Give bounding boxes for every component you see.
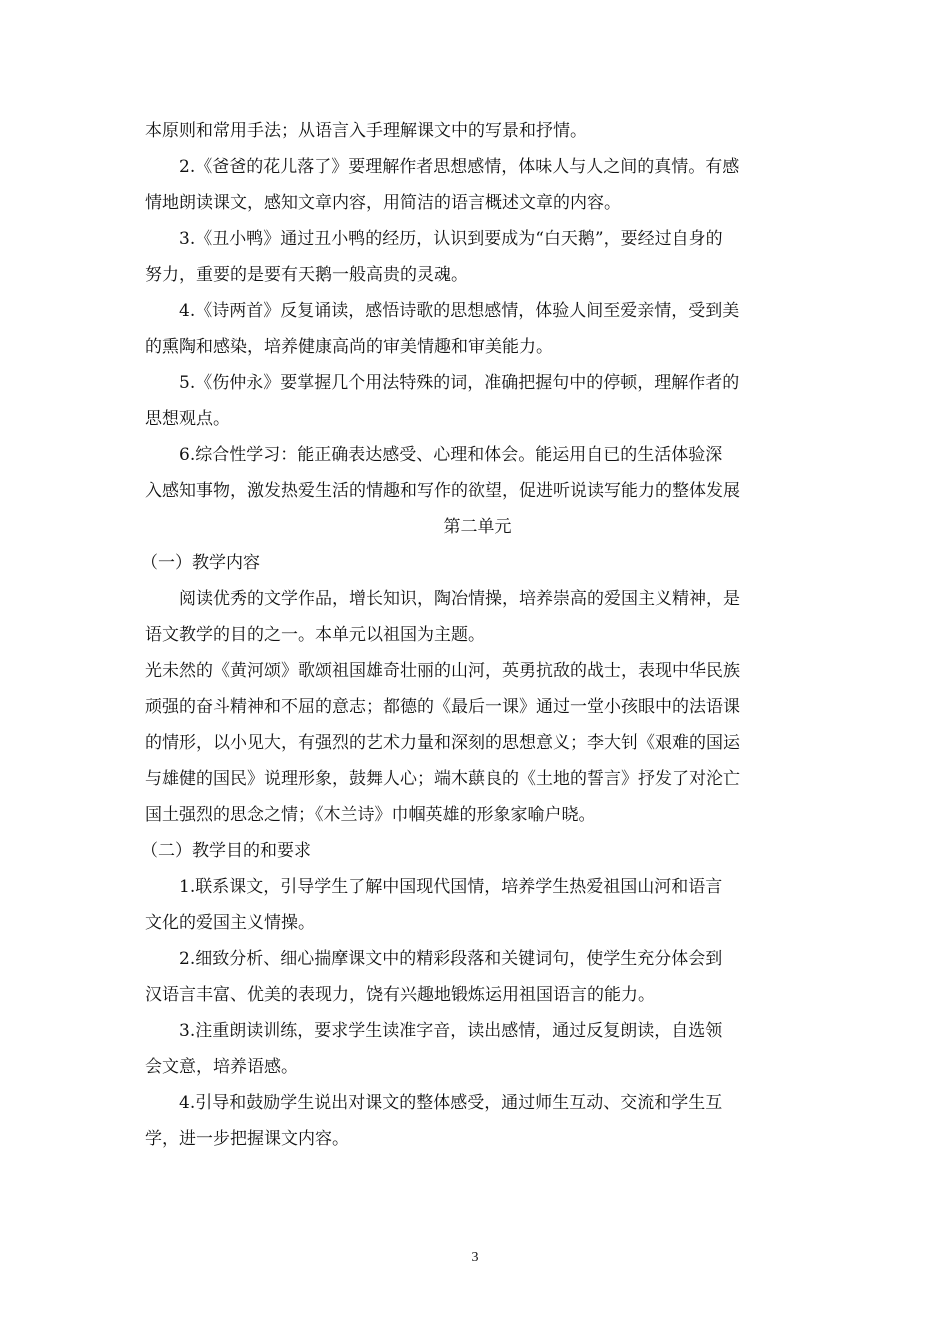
text-line: 努力，重要的是要有天鹅一般高贵的灵魂。 bbox=[145, 265, 468, 285]
text-line: 学，进一步把握课文内容。 bbox=[145, 1129, 349, 1149]
section-heading: 第二单元 bbox=[443, 517, 512, 537]
subsection-heading: （一）教学内容 bbox=[141, 553, 260, 573]
text-line: 6.综合性学习：能正确表达感受、心理和体会。能运用自已的生活体验深 bbox=[179, 445, 723, 465]
text-line: 5.《伤仲永》要掌握几个用法特殊的词，准确把握句中的停顿，理解作者的 bbox=[179, 373, 740, 393]
document-body bbox=[141, 113, 810, 1157]
text-line: 的情形，以小见大，有强烈的艺术力量和深刻的思想意义；李大钊《艰难的国运 bbox=[145, 733, 740, 753]
text-line: 4.引导和鼓励学生说出对课文的整体感受，通过师生互动、交流和学生互 bbox=[179, 1093, 723, 1113]
text-line: 本原则和常用手法；从语言入手理解课文中的写景和抒情。 bbox=[145, 121, 587, 141]
text-line: 光未然的《黄河颂》歌颂祖国雄奇壮丽的山河，英勇抗敌的战士，表现中华民族 bbox=[145, 661, 740, 681]
text-line: 入感知事物，激发热爱生活的情趣和写作的欲望，促进听说读写能力的整体发展 bbox=[145, 481, 740, 501]
page-number: 3 bbox=[471, 1250, 479, 1265]
text-line: 3.注重朗读训练，要求学生读准字音，读出感情，通过反复朗读，自选领 bbox=[179, 1021, 723, 1041]
text-line: 阅读优秀的文学作品，增长知识，陶冶情操，培养崇高的爱国主义精神，是 bbox=[179, 589, 740, 609]
text-line: 2.细致分析、细心揣摩课文中的精彩段落和关键词句，使学生充分体会到 bbox=[179, 949, 723, 969]
text-line: 文化的爱国主义情操。 bbox=[145, 913, 315, 933]
text-line: 语文教学的目的之一。本单元以祖国为主题。 bbox=[145, 625, 485, 645]
text-line: 的熏陶和感染，培养健康高尚的审美情趣和审美能力。 bbox=[145, 337, 553, 357]
text-line: 3.《丑小鸭》通过丑小鸭的经历，认识到要成为“白天鹅”，要经过自身的 bbox=[179, 229, 723, 249]
text-line: 顽强的奋斗精神和不屈的意志；都德的《最后一课》通过一堂小孩眼中的法语课 bbox=[145, 697, 740, 717]
text-line: 国土强烈的思念之情；《木兰诗》巾帼英雄的形象家喻户晓。 bbox=[145, 805, 596, 825]
text-line: 会文意，培养语感。 bbox=[145, 1057, 298, 1077]
text-line: 1.联系课文，引导学生了解中国现代国情，培养学生热爱祖国山河和语言 bbox=[179, 877, 723, 897]
text-line: 思想观点。 bbox=[145, 409, 230, 429]
text-line: 4.《诗两首》反复诵读，感悟诗歌的思想感情，体验人间至爱亲情，受到美 bbox=[179, 301, 740, 321]
text-line: 2.《爸爸的花儿落了》要理解作者思想感情，体味人与人之间的真情。有感 bbox=[179, 157, 740, 177]
text-line: 与雄健的国民》说理形象，鼓舞人心；端木蕻良的《土地的誓言》抒发了对沦亡 bbox=[145, 769, 740, 789]
text-line: 情地朗读课文，感知文章内容，用简洁的语言概述文章的内容。 bbox=[145, 193, 621, 213]
subsection-heading: （二）教学目的和要求 bbox=[141, 841, 311, 861]
text-line: 汉语言丰富、优美的表现力，饶有兴趣地锻炼运用祖国语言的能力。 bbox=[145, 985, 655, 1005]
